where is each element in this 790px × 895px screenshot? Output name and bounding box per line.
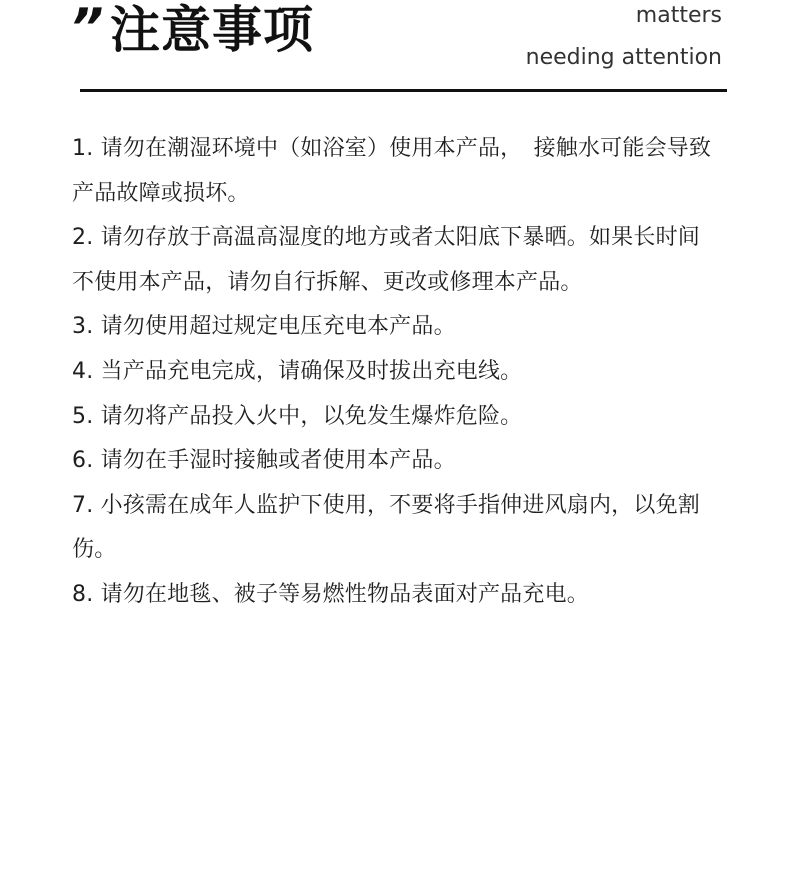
page-title: 注意事项 (110, 1, 314, 59)
subtitle-line-2: needing attention (525, 45, 722, 70)
note-item-3: 3. 请勿使用超过规定电压充电本产品。 (72, 314, 456, 340)
note-item-2: 2. 请勿存放于高温高湿度的地方或者太阳底下暴晒。如果长时间不使用本产品，请勿自行拆解、更改或修理本产品。 (72, 225, 700, 295)
note-item-5: 5. 请勿将产品投入火中，以免发生爆炸危险。 (72, 403, 523, 429)
note-item-6: 6. 请勿在手湿时接触或者使用本产品。 (72, 448, 456, 474)
header-divider (80, 89, 727, 92)
subtitle-line-1: matters (635, 3, 722, 28)
note-item-1: 1. 请勿在潮湿环境中（如浴室）使用本产品， 接触水可能会导致产品故障或损坏。 (72, 136, 712, 206)
quote-mark-icon: ” (70, 0, 98, 58)
notes-list (72, 127, 722, 618)
note-item-4: 4. 当产品充电完成，请确保及时拔出充电线。 (72, 358, 523, 384)
note-item-8: 8. 请勿在地毯、被子等易燃性物品表面对产品充电。 (72, 581, 589, 607)
note-item-7: 7. 小孩需在成年人监护下使用，不要将手指伸进风扇内，以免割伤。 (72, 492, 700, 563)
header (0, 0, 790, 100)
